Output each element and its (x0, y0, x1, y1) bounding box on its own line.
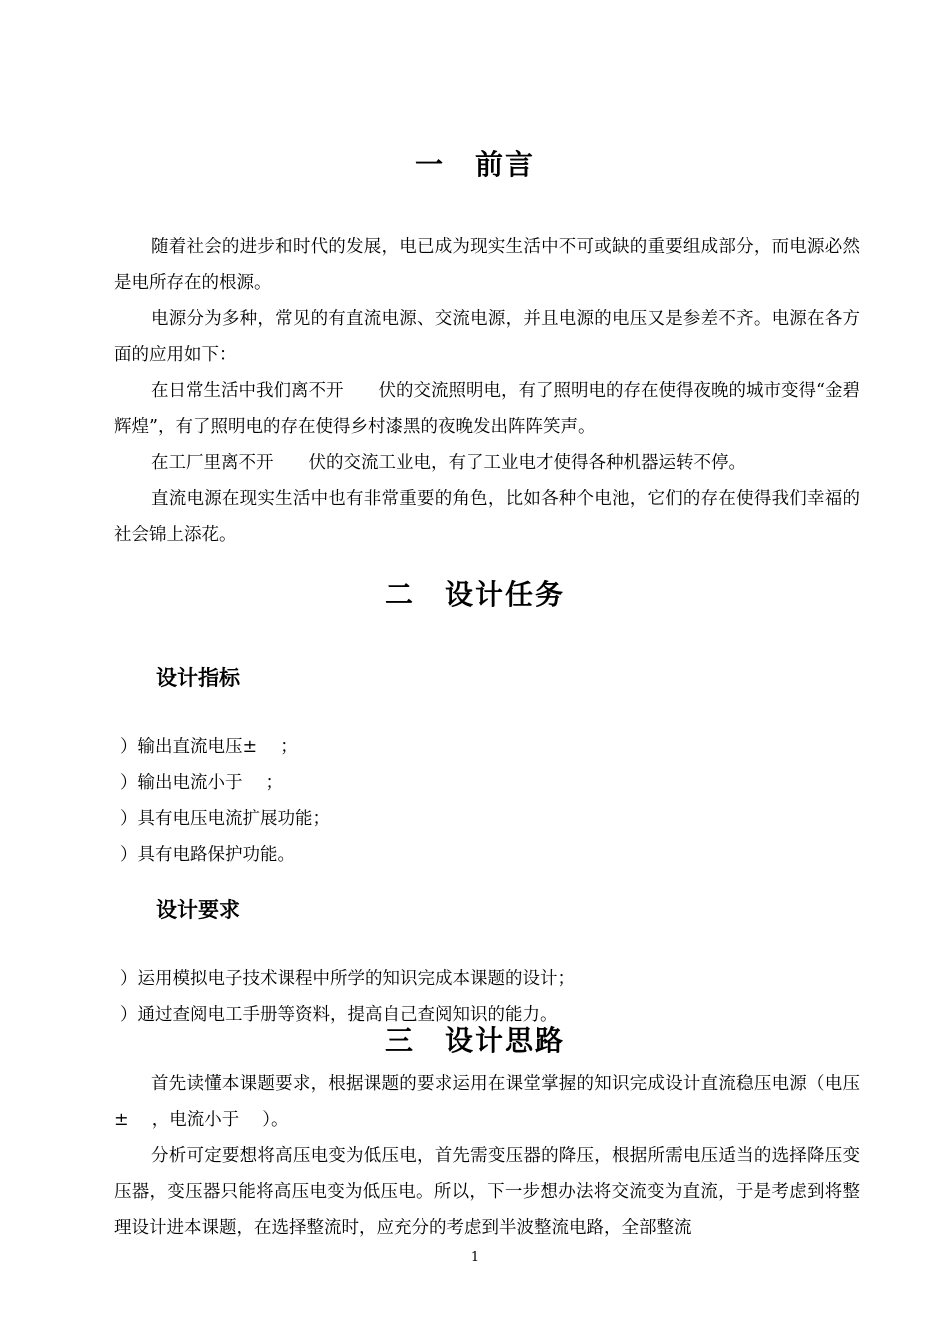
paragraph: 直流电源在现实生活中也有非常重要的角色，比如各种个电池，它们的存在使得我们幸福的社会锦上添花。 (114, 489, 860, 545)
section-title-design-idea: 三 设计思路 (384, 1024, 565, 1057)
subsection-title-design-specs: 设计指标 (156, 666, 240, 690)
list-item: ）输出电流小于 ； (120, 773, 284, 793)
paragraph: 在工厂里离不开 伏的交流工业电，有了工业电才使得各种机器运转不停。 (151, 453, 746, 473)
section-title-preface: 一 前言 (414, 148, 535, 181)
paragraph: 随着社会的进步和时代的发展，电已成为现实生活中不可或缺的重要组成部分，而电源必然是电所存在的根源。 (114, 237, 860, 293)
paragraph: 电源分为多种，常见的有直流电源、交流电源，并且电源的电压又是参差不齐。电源在各方面的应用如下： (114, 309, 860, 365)
list-item: ）通过查阅电工手册等资料，提高自己查阅知识的能力。 (120, 1005, 558, 1025)
paragraph: 在日常生活中我们离不开 伏的交流照明电，有了照明电的存在使得夜晚的城市变得“金碧辉煌”，有了照明电的存在使得乡村漆黑的夜晚发出阵阵笑声。 (114, 381, 860, 437)
list-item: ）运用模拟电子技术课程中所学的知识完成本课题的设计； (120, 969, 575, 989)
subsection-title-design-requirements: 设计要求 (156, 898, 240, 922)
list-item: ）具有电压电流扩展功能； (120, 809, 330, 829)
section-title-design-task: 二 设计任务 (384, 578, 565, 611)
list-item: ）输出直流电压± ； (120, 737, 298, 757)
paragraph: 分析可定要想将高压电变为低压电，首先需变压器的降压，根据所需电压适当的选择降压变压器，变压器只能将高压电变为低压电。所以，下一步想办法将交流变为直流，于是考虑到将整理设计进本课题，在选择整流时，应充分的考虑到半波整流电路，全部整流 (114, 1146, 860, 1238)
paragraph: 首先读懂本课题要求，根据课题的要求运用在课堂掌握的知识完成设计直流稳压电源（电压± ，电流小于 ）。 (114, 1074, 860, 1130)
page-number: 1 (470, 1250, 480, 1265)
list-item: ）具有电路保护功能。 (120, 845, 295, 865)
